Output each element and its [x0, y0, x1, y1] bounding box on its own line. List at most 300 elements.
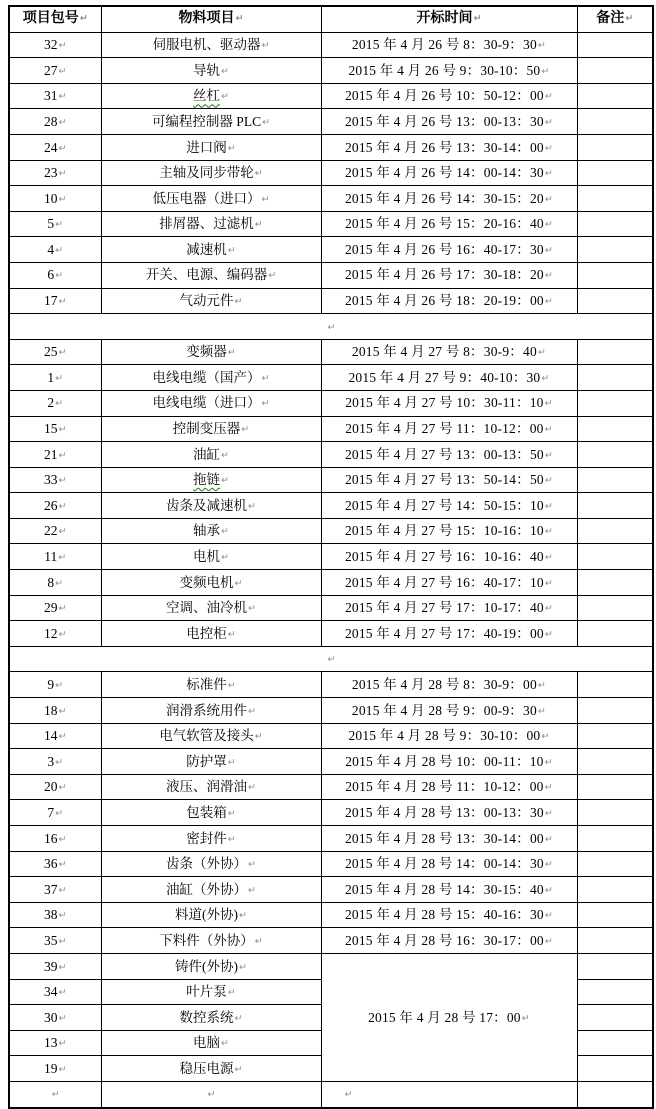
end-of-cell-mark: ↵	[248, 884, 256, 896]
cell-remark	[577, 570, 653, 596]
item-label: 润滑系统用件	[166, 702, 248, 718]
end-of-cell-mark: ↵	[544, 116, 554, 128]
cell-item	[101, 237, 321, 263]
cell-remark	[577, 774, 653, 800]
item-label: 拖链	[193, 472, 221, 488]
end-of-cell-mark: ↵	[58, 142, 67, 154]
table-row	[9, 83, 653, 109]
end-of-cell-mark: ↵	[261, 372, 270, 384]
end-of-cell-mark: ↵	[58, 193, 67, 205]
cell-remark	[577, 851, 653, 877]
end-of-cell-mark: ↵	[58, 603, 67, 615]
end-of-cell-mark: ↵	[521, 1012, 530, 1024]
item-label: 铸件(外协)	[175, 958, 239, 974]
bid-schedule-table	[8, 5, 654, 1109]
header-remarks-label: 备注	[596, 11, 625, 27]
end-of-cell-mark: ↵	[58, 1012, 67, 1024]
item-label: 排屑器、过滤机	[159, 216, 254, 232]
cell-remark	[577, 237, 653, 263]
cell-package-no: 17↵	[9, 288, 101, 314]
cell-package-no: 37↵	[9, 877, 101, 903]
table-row	[9, 518, 653, 544]
cell-item	[101, 109, 321, 135]
cell-package-no: 22↵	[9, 518, 101, 544]
table-row	[9, 186, 653, 212]
spacer-cell	[9, 646, 653, 672]
table-body	[9, 32, 653, 1107]
end-of-cell-mark: ↵	[221, 91, 229, 103]
item-label: 电机	[193, 549, 221, 565]
cell-package-no: 3↵	[9, 749, 101, 775]
end-of-cell-mark: ↵	[239, 961, 247, 973]
table-header-row	[9, 6, 653, 32]
item-label: 控制变压器	[172, 421, 241, 437]
table-row	[9, 570, 653, 596]
cell-item	[101, 672, 321, 698]
cell-time: 2015 年 4 月 27 号 17：10-17：40↵	[321, 595, 577, 621]
cell-time: 2015 年 4 月 26 号 13：00-13：30↵	[321, 109, 577, 135]
end-of-cell-mark: ↵	[544, 756, 553, 768]
cell-package-no: 15↵	[9, 416, 101, 442]
cell-package-no: 26↵	[9, 493, 101, 519]
end-of-cell-mark: ↵	[55, 270, 64, 282]
cell-item	[101, 339, 321, 365]
end-of-cell-mark: ↵	[227, 347, 236, 359]
item-label: 低压电器（进口）	[152, 190, 261, 206]
cell-remark	[577, 211, 653, 237]
end-of-cell-mark: ↵	[227, 756, 236, 768]
cell-package-no: 27↵	[9, 58, 101, 84]
end-of-cell-mark: ↵	[544, 270, 554, 282]
end-of-cell-mark: ↵	[221, 1038, 229, 1050]
table-row	[9, 953, 653, 979]
end-of-cell-mark: ↵	[55, 372, 64, 384]
cell-remark	[577, 800, 653, 826]
cell-item	[101, 83, 321, 109]
cell-package-no: 31↵	[9, 83, 101, 109]
table-row	[9, 109, 653, 135]
cell-package-no: 9↵	[9, 672, 101, 698]
item-label: 开关、电源、编码器	[145, 267, 268, 283]
end-of-cell-mark: ↵	[58, 961, 67, 973]
end-of-cell-mark: ↵	[261, 398, 270, 410]
end-of-cell-mark: ↵	[537, 679, 547, 691]
end-of-cell-mark: ↵	[261, 193, 270, 205]
end-of-cell-mark: ↵	[544, 449, 554, 461]
end-of-cell-mark: ↵	[262, 116, 271, 128]
end-of-cell-mark: ↵	[58, 987, 67, 999]
end-of-cell-mark: ↵	[58, 347, 67, 359]
spacer-cell	[9, 314, 653, 340]
cell-item	[101, 928, 321, 954]
cell-package-no: 24↵	[9, 134, 101, 160]
end-of-cell-mark: ↵	[261, 40, 270, 52]
item-label: 电线电缆（进口）	[152, 395, 261, 411]
table-row	[9, 544, 653, 570]
item-label: 齿条（外协）	[166, 856, 248, 872]
item-label: 料道(外协)	[175, 907, 239, 923]
cell-item	[101, 979, 321, 1005]
item-label: 减速机	[186, 241, 227, 257]
end-of-cell-mark: ↵	[544, 475, 554, 487]
table-row	[9, 851, 653, 877]
end-of-cell-mark: ↵	[58, 782, 67, 794]
item-label: 电气软管及接头	[159, 728, 254, 744]
end-of-cell-mark: ↵	[254, 219, 263, 231]
cell-time: 2015 年 4 月 26 号 8：30-9：30↵	[321, 32, 577, 58]
end-of-cell-mark: ↵	[221, 526, 229, 538]
end-of-cell-mark: ↵	[544, 500, 554, 512]
cell-item	[101, 595, 321, 621]
cell-package-no	[9, 1081, 101, 1107]
cell-remark	[577, 160, 653, 186]
cell-time: 2015 年 4 月 26 号 17：30-18：20↵	[321, 262, 577, 288]
cell-package-no: 38↵	[9, 902, 101, 928]
cell-remark	[577, 1081, 653, 1107]
cell-item	[101, 288, 321, 314]
cell-remark	[577, 826, 653, 852]
item-label: 油缸	[193, 446, 221, 462]
cell-item	[101, 493, 321, 519]
cell-remark	[577, 262, 653, 288]
end-of-cell-mark: ↵	[544, 782, 553, 794]
cell-remark	[577, 186, 653, 212]
end-of-cell-mark: ↵	[58, 935, 67, 947]
item-label: 气动元件	[179, 293, 234, 309]
item-label: 液压、润滑油	[166, 779, 248, 795]
cell-remark	[577, 339, 653, 365]
cell-package-no: 8↵	[9, 570, 101, 596]
table-row	[9, 134, 653, 160]
item-label: 包装箱	[186, 804, 227, 820]
end-of-cell-mark: ↵	[58, 116, 67, 128]
cell-item	[101, 467, 321, 493]
table-row	[9, 32, 653, 58]
end-of-cell-mark: ↵	[58, 65, 67, 77]
cell-remark	[577, 83, 653, 109]
end-of-cell-mark: ↵	[58, 168, 67, 180]
cell-time: 2015 年 4 月 28 号 14：30-15：40↵	[321, 877, 577, 903]
cell-time: 2015 年 4 月 26 号 15：20-16：40↵	[321, 211, 577, 237]
cell-package-no: 1↵	[9, 365, 101, 391]
end-of-cell-mark: ↵	[254, 731, 263, 743]
end-of-cell-mark: ↵	[254, 935, 263, 947]
end-of-cell-mark: ↵	[544, 628, 554, 640]
end-of-cell-mark: ↵	[544, 193, 554, 205]
spacer-row	[9, 646, 653, 672]
end-of-cell-mark: ↵	[227, 628, 236, 640]
item-label: 下料件（外协）	[159, 932, 254, 948]
cell-package-no: 13↵	[9, 1030, 101, 1056]
cell-package-no: 2↵	[9, 390, 101, 416]
table-row	[9, 416, 653, 442]
cell-time: 2015 年 4 月 28 号 10：00-11：10↵	[321, 749, 577, 775]
end-of-cell-mark: ↵	[241, 424, 250, 436]
end-of-cell-mark: ↵	[239, 910, 247, 922]
end-of-cell-mark: ↵	[51, 1089, 60, 1101]
cell-remark	[577, 877, 653, 903]
end-of-cell-mark: ↵	[544, 142, 554, 154]
cell-remark	[577, 979, 653, 1005]
cell-remark	[577, 595, 653, 621]
table-row	[9, 877, 653, 903]
cell-time: 2015 年 4 月 28 号 13：30-14：00↵	[321, 826, 577, 852]
end-of-cell-mark: ↵	[227, 244, 236, 256]
end-of-cell-mark: ↵	[58, 424, 67, 436]
cell-package-no: 14↵	[9, 723, 101, 749]
cell-remark	[577, 109, 653, 135]
end-of-cell-mark: ↵	[544, 807, 554, 819]
end-of-cell-mark: ↵	[248, 500, 256, 512]
cell-package-no: 35↵	[9, 928, 101, 954]
end-of-cell-mark: ↵	[248, 859, 256, 871]
end-of-cell-mark: ↵	[227, 142, 236, 154]
cell-remark	[577, 134, 653, 160]
item-label: 电脑	[193, 1035, 221, 1051]
cell-item	[101, 518, 321, 544]
cell-package-no: 19↵	[9, 1056, 101, 1082]
end-of-cell-mark: ↵	[537, 347, 547, 359]
end-of-cell-mark: ↵	[55, 577, 64, 589]
cell-remark	[577, 928, 653, 954]
cell-item	[101, 902, 321, 928]
cell-package-no: 33↵	[9, 467, 101, 493]
cell-item	[101, 723, 321, 749]
item-label: 电线电缆（国产）	[152, 369, 261, 385]
cell-remark	[577, 390, 653, 416]
cell-time: 2015 年 4 月 28 号 11：10-12：00↵	[321, 774, 577, 800]
item-label: 变频电机	[179, 574, 234, 590]
end-of-cell-mark: ↵	[544, 859, 554, 871]
end-of-cell-mark: ↵	[55, 219, 64, 231]
item-label: 进口阀	[186, 139, 227, 155]
cell-item	[101, 186, 321, 212]
cell-item	[101, 877, 321, 903]
end-of-cell-mark: ↵	[248, 705, 256, 717]
cell-time: 2015 年 4 月 28 号 9：30-10：00↵	[321, 723, 577, 749]
cell-item	[101, 851, 321, 877]
end-of-cell-mark: ↵	[58, 40, 67, 52]
end-of-cell-mark: ↵	[544, 577, 554, 589]
end-of-cell-mark: ↵	[227, 833, 236, 845]
cell-time: 2015 年 4 月 27 号 17：40-19：00↵	[321, 621, 577, 647]
table-row	[9, 211, 653, 237]
cell-item	[101, 32, 321, 58]
end-of-cell-mark: ↵	[544, 884, 554, 896]
cell-item	[101, 774, 321, 800]
cell-remark	[577, 1056, 653, 1082]
end-of-cell-mark: ↵	[327, 654, 336, 666]
cell-remark	[577, 672, 653, 698]
cell-time: 2015 年 4 月 27 号 10：30-11：10↵	[321, 390, 577, 416]
cell-package-no: 39↵	[9, 953, 101, 979]
cell-time: 2015 年 4 月 27 号 13：50-14：50↵	[321, 467, 577, 493]
cell-item	[101, 544, 321, 570]
cell-package-no: 6↵	[9, 262, 101, 288]
header-material-item	[101, 6, 321, 32]
table-row	[9, 928, 653, 954]
table-row	[9, 58, 653, 84]
end-of-cell-mark: ↵	[58, 296, 67, 308]
table-row	[9, 237, 653, 263]
cell-item	[101, 1081, 321, 1107]
end-of-cell-mark: ↵	[541, 731, 550, 743]
table-row	[9, 262, 653, 288]
cell-remark	[577, 416, 653, 442]
item-label: 丝杠	[193, 88, 221, 104]
cell-item	[101, 390, 321, 416]
item-label: 主轴及同步带轮	[159, 165, 254, 181]
table-row	[9, 749, 653, 775]
table-row	[9, 365, 653, 391]
table-row	[9, 672, 653, 698]
end-of-cell-mark: ↵	[254, 168, 263, 180]
end-of-cell-mark: ↵	[544, 603, 554, 615]
end-of-cell-mark: ↵	[544, 219, 554, 231]
cell-remark	[577, 902, 653, 928]
end-of-cell-mark: ↵	[227, 987, 236, 999]
header-package-no-label: 项目包号	[22, 11, 79, 27]
cell-remark	[577, 442, 653, 468]
item-label: 齿条及减速机	[166, 497, 248, 513]
cell-package-no: 5↵	[9, 211, 101, 237]
item-label: 防护罩	[186, 753, 227, 769]
cell-time: 2015 年 4 月 27 号 14：50-15：10↵	[321, 493, 577, 519]
item-label: 变频器	[186, 344, 227, 360]
end-of-cell-mark: ↵	[541, 372, 550, 384]
cell-item	[101, 365, 321, 391]
cell-remark	[577, 1030, 653, 1056]
end-of-cell-mark: ↵	[221, 449, 229, 461]
cell-item	[101, 442, 321, 468]
cell-remark	[577, 518, 653, 544]
cell-package-no: 28↵	[9, 109, 101, 135]
cell-package-no: 25↵	[9, 339, 101, 365]
cell-time: 2015 年 4 月 26 号 10：50-12：00↵	[321, 83, 577, 109]
cell-remark	[577, 723, 653, 749]
table-row	[9, 1081, 653, 1107]
end-of-cell-mark: ↵	[541, 65, 550, 77]
item-label: 油缸（外协）	[166, 881, 248, 897]
cell-item	[101, 211, 321, 237]
end-of-cell-mark: ↵	[58, 475, 67, 487]
item-label: 可编程控制器 PLC	[151, 113, 262, 129]
cell-package-no: 34↵	[9, 979, 101, 1005]
cell-time	[321, 1081, 577, 1107]
header-bid-opening-time	[321, 6, 577, 32]
end-of-cell-mark: ↵	[544, 244, 554, 256]
end-of-cell-mark: ↵	[221, 475, 229, 487]
end-of-cell-mark: ↵	[58, 500, 67, 512]
end-of-cell-mark: ↵	[473, 13, 482, 25]
table-row	[9, 160, 653, 186]
cell-time: 2015 年 4 月 27 号 13：00-13：50↵	[321, 442, 577, 468]
table-row	[9, 493, 653, 519]
cell-time: 2015 年 4 月 28 号 16：30-17：00↵	[321, 928, 577, 954]
end-of-cell-mark: ↵	[268, 270, 277, 282]
cell-time: 2015 年 4 月 28 号 8：30-9：00↵	[321, 672, 577, 698]
item-label: 标准件	[186, 676, 227, 692]
cell-item	[101, 134, 321, 160]
end-of-cell-mark: ↵	[544, 424, 553, 436]
end-of-cell-mark: ↵	[55, 807, 64, 819]
end-of-cell-mark: ↵	[58, 731, 67, 743]
cell-remark	[577, 365, 653, 391]
item-label: 导轨	[193, 62, 221, 78]
cell-package-no: 12↵	[9, 621, 101, 647]
cell-time: 2015 年 4 月 26 号 13：30-14：00↵	[321, 134, 577, 160]
end-of-cell-mark: ↵	[625, 13, 634, 25]
end-of-cell-mark: ↵	[58, 859, 67, 871]
cell-remark	[577, 467, 653, 493]
cell-time: 2015 年 4 月 26 号 14：00-14：30↵	[321, 160, 577, 186]
header-remarks	[577, 6, 653, 32]
cell-item	[101, 1005, 321, 1031]
cell-item	[101, 262, 321, 288]
item-label: 稳压电源	[179, 1060, 234, 1076]
cell-package-no: 29↵	[9, 595, 101, 621]
cell-item	[101, 800, 321, 826]
end-of-cell-mark: ↵	[207, 1089, 216, 1101]
cell-package-no: 10↵	[9, 186, 101, 212]
cell-item	[101, 570, 321, 596]
end-of-cell-mark: ↵	[544, 91, 554, 103]
cell-time: 2015 年 4 月 26 号 14：30-15：20↵	[321, 186, 577, 212]
cell-remark	[577, 621, 653, 647]
end-of-cell-mark: ↵	[58, 833, 67, 845]
end-of-cell-mark: ↵	[544, 552, 554, 564]
cell-package-no: 20↵	[9, 774, 101, 800]
cell-time: 2015 年 4 月 26 号 9：30-10：50↵	[321, 58, 577, 84]
cell-time: 2015 年 4 月 26 号 18：20-19：00↵	[321, 288, 577, 314]
end-of-cell-mark: ↵	[58, 628, 67, 640]
end-of-cell-mark: ↵	[544, 296, 554, 308]
cell-package-no: 30↵	[9, 1005, 101, 1031]
end-of-cell-mark: ↵	[58, 1063, 67, 1075]
end-of-cell-mark: ↵	[58, 449, 67, 461]
cell-remark	[577, 32, 653, 58]
cell-time-merged: 2015 年 4 月 28 号 17：00↵	[321, 953, 577, 1081]
cell-item	[101, 58, 321, 84]
end-of-cell-mark: ↵	[58, 552, 67, 564]
cell-item	[101, 826, 321, 852]
table-row	[9, 467, 653, 493]
cell-package-no: 11↵	[9, 544, 101, 570]
end-of-cell-mark: ↵	[58, 884, 67, 896]
cell-time: 2015 年 4 月 28 号 14：00-14：30↵	[321, 851, 577, 877]
end-of-cell-mark: ↵	[544, 910, 554, 922]
table-row	[9, 339, 653, 365]
header-material-item-label: 物料项目	[178, 11, 235, 27]
table-row	[9, 698, 653, 724]
item-label: 轴承	[193, 523, 221, 539]
cell-remark	[577, 698, 653, 724]
end-of-cell-mark: ↵	[58, 91, 67, 103]
end-of-cell-mark: ↵	[234, 1012, 243, 1024]
cell-package-no: 18↵	[9, 698, 101, 724]
cell-package-no: 21↵	[9, 442, 101, 468]
header-package-no	[9, 6, 101, 32]
end-of-cell-mark: ↵	[537, 40, 547, 52]
end-of-cell-mark: ↵	[227, 807, 236, 819]
item-label: 数控系统	[179, 1009, 234, 1025]
end-of-cell-mark: ↵	[327, 321, 336, 333]
table-row	[9, 902, 653, 928]
cell-item	[101, 621, 321, 647]
cell-remark	[577, 1005, 653, 1031]
cell-item	[101, 749, 321, 775]
item-label: 空调、油冷机	[166, 600, 248, 616]
